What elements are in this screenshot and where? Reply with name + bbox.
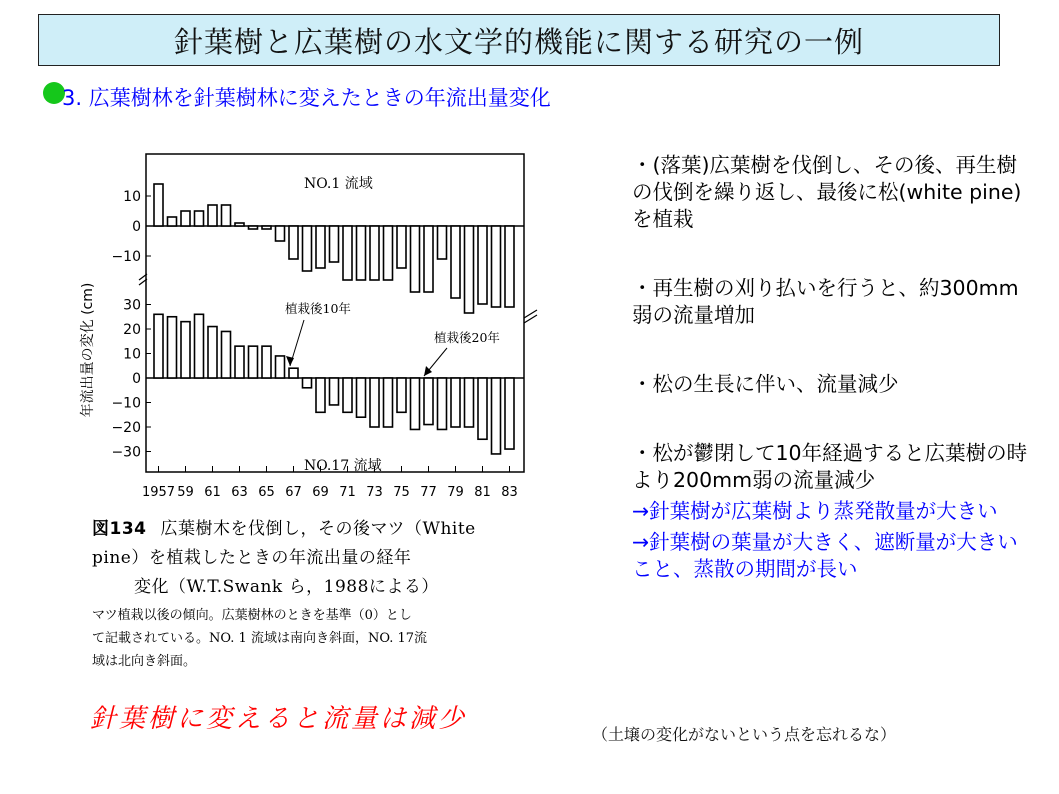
- bar-no17-1981: [478, 378, 487, 439]
- x-tick-label: 59: [177, 485, 194, 500]
- y-tick-label-no17: −30: [111, 444, 141, 461]
- x-tick-label: 83: [501, 485, 518, 500]
- bar-no1-1971: [343, 226, 352, 280]
- bar-no17-1982: [492, 378, 501, 454]
- bar-no17-1966: [276, 356, 285, 378]
- bar-no17-1968: [303, 378, 312, 388]
- conclusion-text: 針葉樹に変えると流量は減少: [90, 704, 468, 734]
- bar-no1-1970: [330, 226, 339, 262]
- bar-no1-1961: [208, 205, 217, 226]
- slide-title: 針葉樹と広葉樹の水文学的機能に関する研究の一例: [173, 24, 864, 59]
- bar-no1-1983: [505, 226, 514, 307]
- bar-no17-1973: [370, 378, 379, 427]
- bar-no17-1962: [222, 331, 231, 378]
- y-tick-label-no17: 20: [123, 322, 141, 338]
- x-tick-label: 77: [420, 485, 437, 500]
- footnote-text: （土壌の変化がないという点を忘れるな）: [592, 725, 897, 744]
- annotation-20yr: 植栽後20年: [434, 330, 500, 345]
- bar-no17-1965: [262, 346, 271, 378]
- x-tick-label: 75: [393, 485, 410, 500]
- figure-caption: [92, 515, 476, 673]
- bar-no17-1979: [451, 378, 460, 427]
- bar-no1-1958: [168, 217, 177, 226]
- annotation-10yr: 植栽後10年: [285, 301, 351, 316]
- figure-134: [72, 150, 542, 516]
- bar-no1-1960: [195, 211, 204, 226]
- x-tick-label: 67: [285, 485, 302, 500]
- panel-title-no1: NO.1 流域: [304, 176, 373, 192]
- x-tick-label: 71: [339, 485, 356, 500]
- bar-no1-1966: [276, 226, 285, 241]
- bar-no1-1978: [438, 226, 447, 259]
- x-tick-label: 73: [366, 485, 383, 500]
- x-tick-label: 69: [312, 485, 329, 500]
- bar-no17-1976: [411, 378, 420, 429]
- bar-no1-1963: [235, 223, 244, 226]
- bar-no17-1959: [181, 322, 190, 378]
- explanation-paragraph: ・(落葉)広葉樹を伐倒し、その後、再生樹の伐倒を繰り返し、最後に松(white pine)を植栽: [632, 153, 1022, 231]
- bar-no17-1957: [154, 314, 163, 378]
- bar-no17-1972: [357, 378, 366, 417]
- bar-no1-1974: [384, 226, 393, 280]
- bar-no1-1968: [303, 226, 312, 271]
- bar-no17-1975: [397, 378, 406, 412]
- caption-line: 広葉樹木を伐倒し，その後マツ（White: [160, 519, 476, 539]
- y-tick-label-no1: −10: [111, 249, 141, 265]
- bar-no1-1962: [222, 205, 231, 226]
- highlight-paragraph: →針葉樹が広葉樹より蒸発散量が大きい: [632, 499, 998, 523]
- bar-no1-1969: [316, 226, 325, 268]
- bar-no1-1982: [492, 226, 501, 307]
- bar-no1-1965: [262, 226, 271, 229]
- caption-figure-number: 図134: [92, 519, 147, 539]
- bar-no17-1964: [249, 346, 258, 378]
- runoff-chart: [72, 150, 542, 512]
- bar-no17-1969: [316, 378, 325, 412]
- bar-no1-1980: [465, 226, 474, 313]
- y-axis-label: 年流出量の変化 (cm): [80, 282, 96, 418]
- bar-no17-1961: [208, 327, 217, 378]
- bar-no1-1967: [289, 226, 298, 259]
- bar-no1-1964: [249, 226, 258, 229]
- bar-no17-1970: [330, 378, 339, 405]
- bar-no1-1959: [181, 211, 190, 226]
- bar-no17-1960: [195, 314, 204, 378]
- bar-no17-1978: [438, 378, 447, 429]
- y-tick-label-no17: −10: [111, 395, 141, 412]
- explanation-paragraph: ・松が鬱閉して10年経過すると広葉樹の時より200mm弱の流量減少: [632, 441, 1028, 492]
- explanation-column: [632, 152, 1032, 583]
- y-tick-label-no17: −20: [111, 420, 141, 436]
- bar-no1-1975: [397, 226, 406, 268]
- panel-title-no17: NO.17 流域: [304, 458, 382, 474]
- caption-line: pine）を植栽したときの年流出量の経年: [92, 548, 412, 568]
- bar-no1-1973: [370, 226, 379, 280]
- explanation-paragraph: ・松の生長に伴い、流量減少: [632, 372, 899, 396]
- y-tick-label-no1: 10: [123, 189, 141, 205]
- caption-note: 域は北向き斜面。: [92, 654, 197, 669]
- bar-no1-1977: [424, 226, 433, 292]
- bar-no1-1976: [411, 226, 420, 292]
- bar-no17-1963: [235, 346, 244, 378]
- y-tick-label-no17: 10: [123, 346, 141, 363]
- caption-note: て記載されている。NO. 1 流域は南向き斜面，NO. 17流: [92, 631, 428, 646]
- bar-no17-1977: [424, 378, 433, 425]
- caption-line: 変化（W.T.Swank ら，1988による）: [134, 577, 439, 597]
- bar-no17-1974: [384, 378, 393, 427]
- bar-no17-1967: [289, 368, 298, 378]
- bar-no17-1980: [465, 378, 474, 427]
- x-tick-label: 79: [447, 485, 464, 500]
- x-tick-label: 81: [474, 485, 491, 500]
- bar-no1-1981: [478, 226, 487, 304]
- x-tick-label: 1957: [141, 485, 176, 500]
- explanation-paragraph: ・再生樹の刈り払いを行うと、約300mm弱の流量増加: [632, 276, 1019, 327]
- x-tick-label: 65: [258, 485, 275, 500]
- bar-no1-1979: [451, 226, 460, 298]
- bar-no17-1971: [343, 378, 352, 412]
- y-tick-label-no17: 0: [132, 371, 141, 387]
- bar-no17-1983: [505, 378, 514, 449]
- x-tick-label: 61: [204, 485, 221, 500]
- y-tick-label-no1: 0: [132, 219, 141, 235]
- bar-no1-1957: [154, 184, 163, 226]
- slide-title-box: [38, 14, 1000, 66]
- y-tick-label-no17: 30: [123, 297, 141, 314]
- bar-no1-1972: [357, 226, 366, 280]
- slide-subtitle: 3. 広葉樹林を針葉樹林に変えたときの年流出量変化: [62, 86, 551, 110]
- bar-no17-1958: [168, 317, 177, 378]
- x-tick-label: 63: [231, 485, 248, 500]
- highlight-paragraph: →針葉樹の葉量が大きく、遮断量が大きいこと、蒸散の期間が長い: [632, 530, 1018, 581]
- caption-note: マツ植栽以後の傾向。広葉樹林のときを基準（0）とし: [92, 608, 412, 623]
